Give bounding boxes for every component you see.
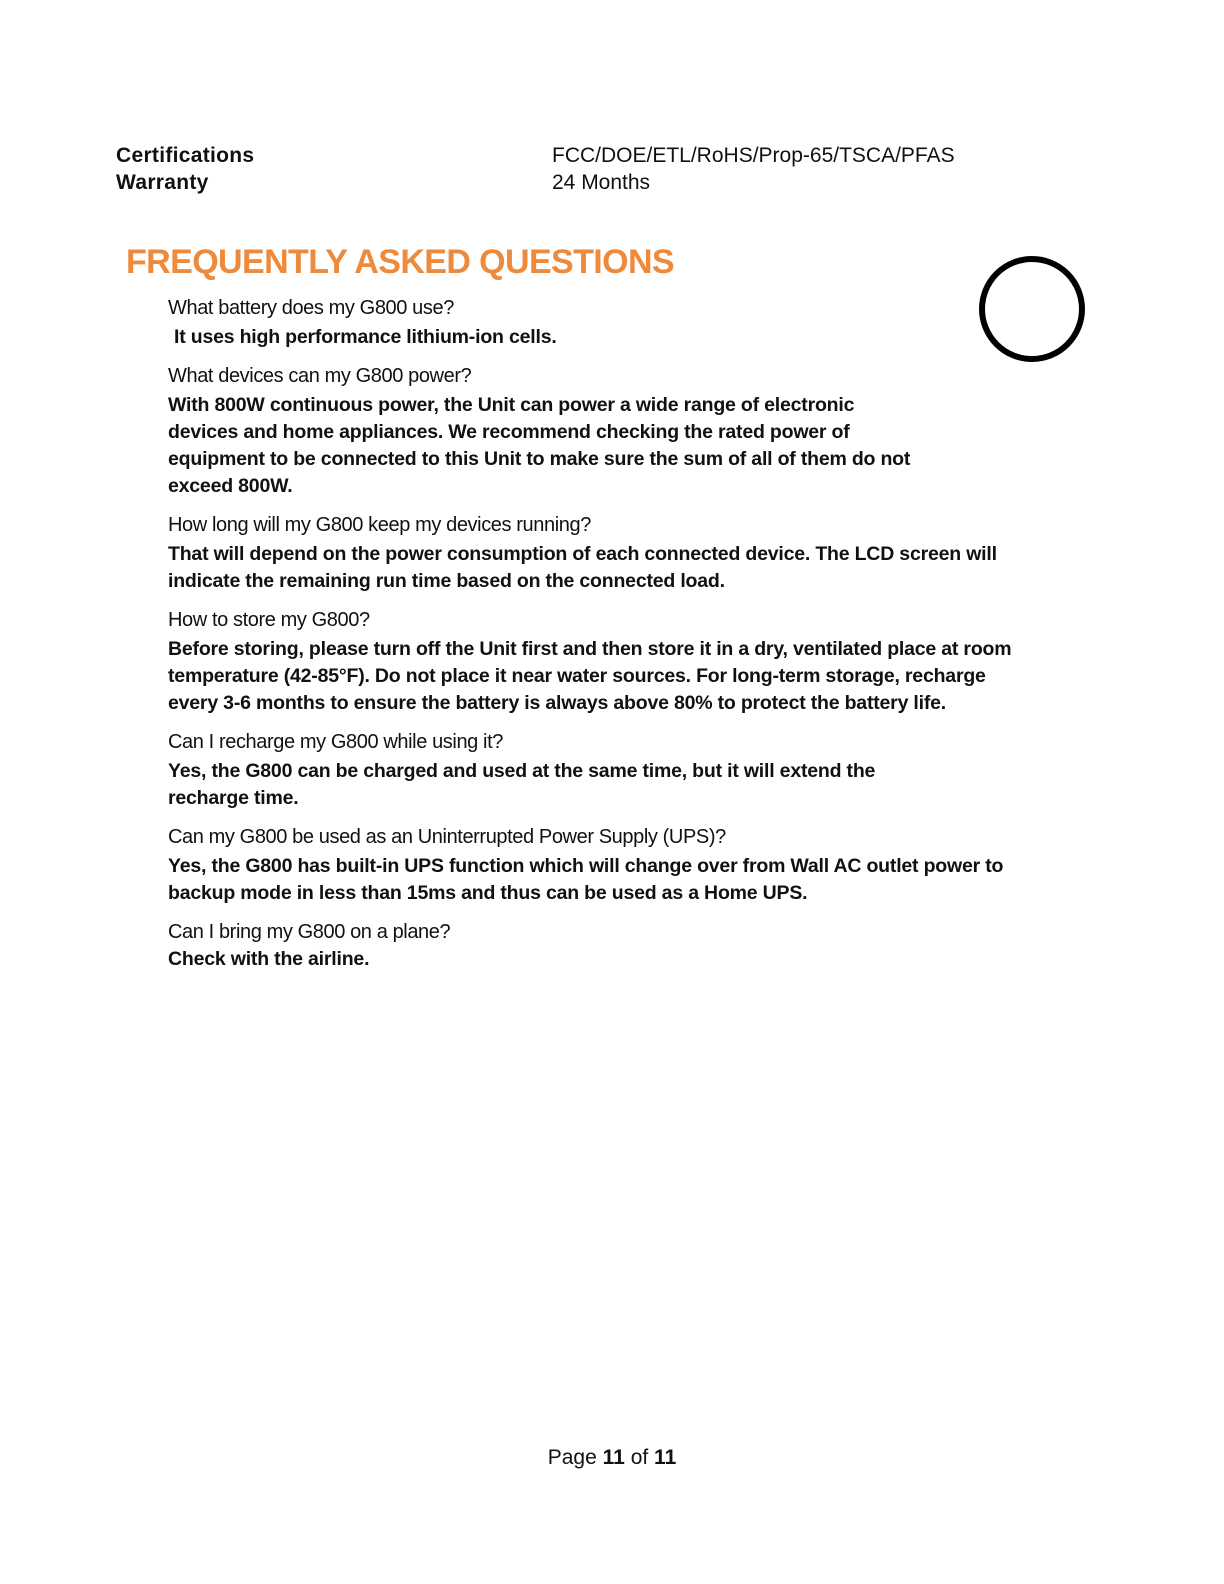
faq-item	[168, 824, 1073, 907]
total-pages: 11	[654, 1446, 677, 1469]
spec-row-certifications	[116, 142, 1016, 169]
spec-label: Warranty	[116, 171, 209, 194]
faq-question: How long will my G800 keep my devices running?	[168, 514, 591, 536]
faq-answer: Check with the airline.	[168, 948, 370, 970]
faq-answer: It uses high performance lithium-ion cells.	[174, 326, 557, 348]
spec-label: Certifications	[116, 144, 255, 167]
faq-item	[168, 607, 1073, 717]
faq-question: Can I recharge my G800 while using it?	[168, 731, 503, 753]
faq-item	[168, 512, 1073, 595]
spec-row-warranty	[116, 169, 1016, 196]
faq-item	[168, 919, 1073, 973]
faq-heading: FREQUENTLY ASKED QUESTIONS	[126, 243, 675, 281]
faq-question: What devices can my G800 power?	[168, 365, 472, 387]
page-number	[0, 1444, 1224, 1472]
faq-question: Can I bring my G800 on a plane?	[168, 921, 451, 943]
spec-value: FCC/DOE/ETL/RoHS/Prop-65/TSCA/PFAS	[552, 144, 955, 167]
faq-question: Can my G800 be used as an Uninterrupted Power Supply (UPS)?	[168, 826, 726, 848]
faq-item	[168, 729, 1073, 812]
faq-answer: With 800W continuous power, the Unit can power a wide range of electronic devices and home appliances. We recommend checking the rated power of equipment to be connected to this Unit to make sure the sum of all of them do not exceed 800W.	[168, 394, 911, 497]
faq-answer: That will depend on the power consumption of each connected device. The LCD screen will indicate the remaining run time based on the connected load.	[168, 543, 997, 592]
faq-answer: Before storing, please turn off the Unit first and then store it in a dry, ventilated place at room temperature (42-85°F). Do not place it near water sources. For long-term storage, recharge every 3-6 months to ensure the battery is always above 80% to protect the battery life.	[168, 638, 1012, 714]
faq-item	[168, 363, 1073, 500]
faq-answer: Yes, the G800 can be charged and used at the same time, but it will extend the recharge time.	[168, 760, 876, 809]
spec-value: 24 Months	[552, 171, 651, 194]
page-word: Page	[547, 1446, 597, 1469]
faq-item	[168, 295, 1073, 351]
of-word: of	[630, 1446, 649, 1469]
current-page: 11	[602, 1446, 625, 1469]
faq-question: What battery does my G800 use?	[168, 297, 454, 319]
faq-answer: Yes, the G800 has built-in UPS function which will change over from Wall AC outlet power to backup mode in less than 15ms and thus can be used as a Home UPS.	[168, 855, 1004, 904]
faq-question: How to store my G800?	[168, 609, 370, 631]
faq-list	[168, 295, 1073, 985]
